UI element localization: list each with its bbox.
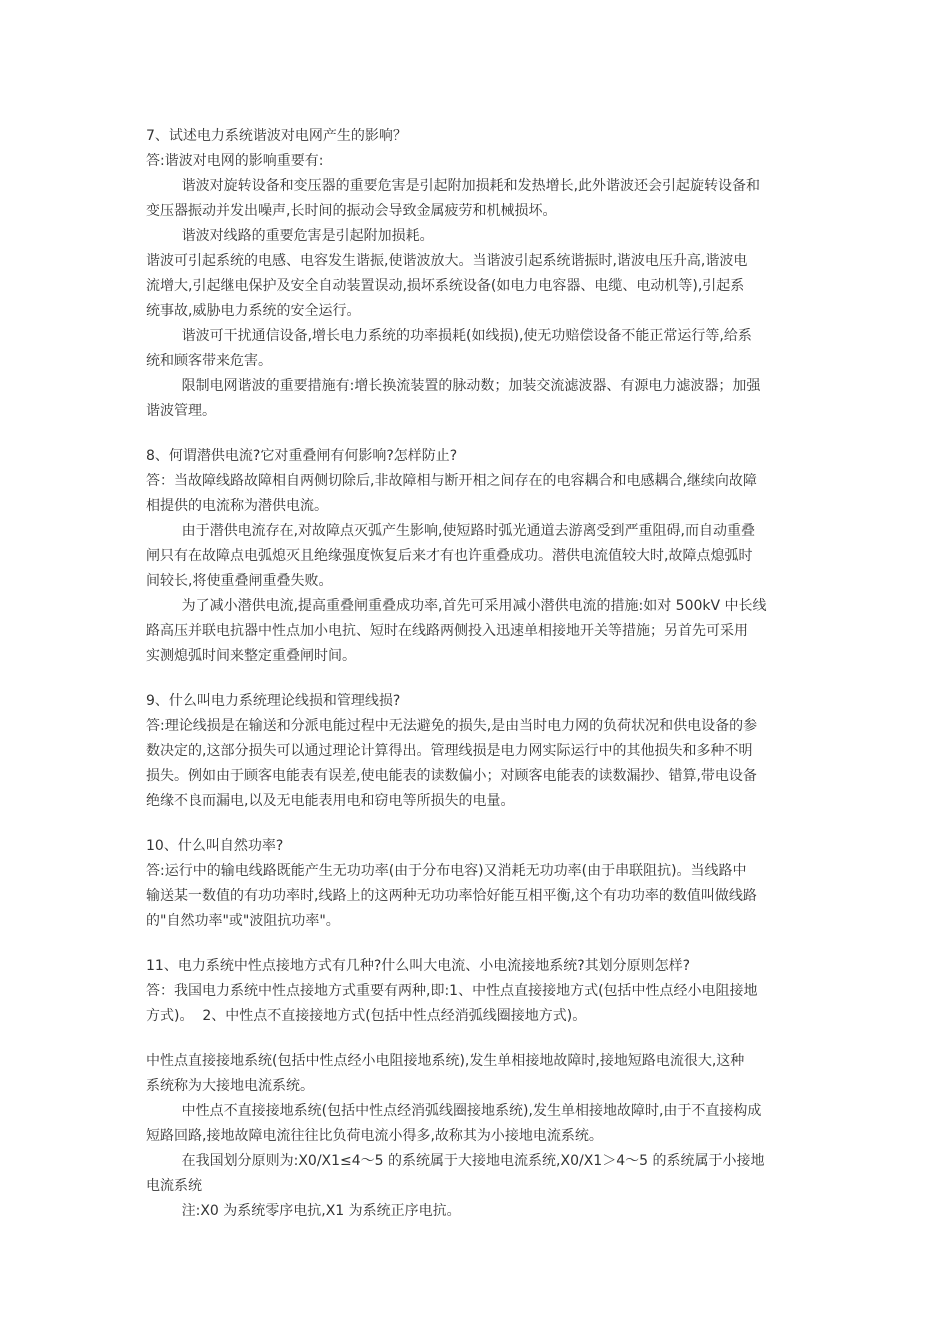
text-line: 输送某一数值的有功功率时,线路上的这两种无功功率恰好能互相平衡,这个有功功率的数值叫做线路 — [146, 888, 757, 904]
answer-intro: 答:谐波对电网的影响重要有: — [146, 153, 324, 169]
text-line: 间较长,将使重叠闸重叠失败。 — [146, 573, 333, 589]
text-line: 电流系统 — [146, 1178, 202, 1194]
text-line: 流增大,引起继电保护及安全自动装置误动,损坏系统设备(如电力电容器、电缆、电动机等),引起系 — [146, 278, 745, 294]
text-line: 系统称为大接地电流系统。 — [146, 1078, 314, 1094]
text-line: 短路回路,接地故障电流往往比负荷电流小得多,故称其为小接地电流系统。 — [146, 1128, 603, 1144]
text-line: 谐波对旋转设备和变压器的重要危害是引起附加损耗和发热增长,此外谐波还会引起旋转设备和 — [146, 178, 761, 194]
text-line: 闸只有在故障点电弧熄灭且绝缘强度恢复后来才有也许重叠成功。潜供电流值较大时,故障点熄弧时 — [146, 548, 753, 564]
text-line: 为了减小潜供电流,提高重叠闸重叠成功率,首先可采用减小潜供电流的措施:如对 500kV 中长线 — [146, 598, 767, 614]
section-11-continued — [146, 1049, 808, 1224]
text-line: 谐波管理。 — [146, 403, 216, 419]
text-line: 答：我国电力系统中性点接地方式重要有两种,即:1、中性点直接接地方式(包括中性点经小电阻接地 — [146, 983, 758, 999]
text-line: 谐波可干扰通信设备,增长电力系统的功率损耗(如线损),使无功赔偿设备不能正常运行等,给系 — [146, 328, 752, 344]
text-line: 实测熄弧时间来整定重叠闸时间。 — [146, 648, 356, 664]
text-line: 损失。例如由于顾客电能表有误差,使电能表的读数偏小；对顾客电能表的读数漏抄、错算,带电设备 — [146, 768, 757, 784]
text-line: 答:运行中的输电线路既能产生无功功率(由于分布电容)又消耗无功功率(由于串联阻抗)。当线路中 — [146, 863, 747, 879]
text-line: 中性点不直接接地系统(包括中性点经消弧线圈接地系统),发生单相接地故障时,由于不直接构成 — [146, 1103, 762, 1119]
text-line: 统和顾客带来危害。 — [146, 353, 272, 369]
section-11 — [146, 954, 808, 1029]
text-line: 答:理论线损是在输送和分派电能过程中无法避免的损失,是由当时电力网的负荷状况和供电设备的参 — [146, 718, 758, 734]
text-line: 的"自然功率"或"波阻抗功率"。 — [146, 913, 340, 929]
text-line: 答：当故障线路故障相自两侧切除后,非故障相与断开相之间存在的电容耦合和电感耦合,继续向故障 — [146, 473, 757, 489]
section-7 — [146, 124, 808, 424]
text-line: 谐波对线路的重要危害是引起附加损耗。 — [146, 228, 434, 244]
text-line: 谐波可引起系统的电感、电容发生谐振,使谐波放大。当谐波引起系统谐振时,谐波电压升高,谐波电 — [146, 253, 748, 269]
question-heading: 10、什么叫自然功率? — [146, 838, 284, 854]
text-line: 统事故,威胁电力系统的安全运行。 — [146, 303, 361, 319]
text-line: 数决定的,这部分损失可以通过理论计算得出。管理线损是电力网实际运行中的其他损失和多种不明 — [146, 743, 753, 759]
question-heading: 11、电力系统中性点接地方式有几种?什么叫大电流、小电流接地系统?其划分原则怎样? — [146, 958, 691, 974]
document-page — [146, 124, 808, 1224]
text-line: 由于潜供电流存在,对故障点灭弧产生影响,使短路时弧光通道去游离受到严重阻碍,而自动重叠 — [146, 523, 755, 539]
section-8 — [146, 444, 808, 669]
text-line: 在我国划分原则为:X0/X1≤4～5 的系统属于大接地电流系统,X0/X1＞4～5 的系统属于小接地 — [146, 1153, 765, 1169]
text-line: 相提供的电流称为潜供电流。 — [146, 498, 328, 514]
text-line: 限制电网谐波的重要措施有:增长换流装置的脉动数；加装交流滤波器、有源电力滤波器；加强 — [146, 378, 761, 394]
text-line: 方式)。 2、中性点不直接接地方式(包括中性点经消弧线圈接地方式)。 — [146, 1008, 587, 1024]
question-heading: 8、何谓潜供电流?它对重叠闸有何影响?怎样防止? — [146, 448, 458, 464]
text-line: 注:X0 为系统零序电抗,X1 为系统正序电抗。 — [146, 1203, 461, 1219]
question-heading: 9、什么叫电力系统理论线损和管理线损? — [146, 693, 401, 709]
text-line: 中性点直接接地系统(包括中性点经小电阻接地系统),发生单相接地故障时,接地短路电流很大,这种 — [146, 1053, 745, 1069]
text-line: 绝缘不良而漏电,以及无电能表用电和窃电等所损失的电量。 — [146, 793, 515, 809]
section-9 — [146, 689, 808, 814]
question-heading: 7、试述电力系统谐波对电网产生的影响？ — [146, 128, 407, 144]
section-10 — [146, 834, 808, 934]
text-line: 变压器振动并发出噪声,长时间的振动会导致金属疲劳和机械损坏。 — [146, 203, 557, 219]
text-line: 路高压并联电抗器中性点加小电抗、短时在线路两侧投入迅速单相接地开关等措施；另首先可采用 — [146, 623, 748, 639]
